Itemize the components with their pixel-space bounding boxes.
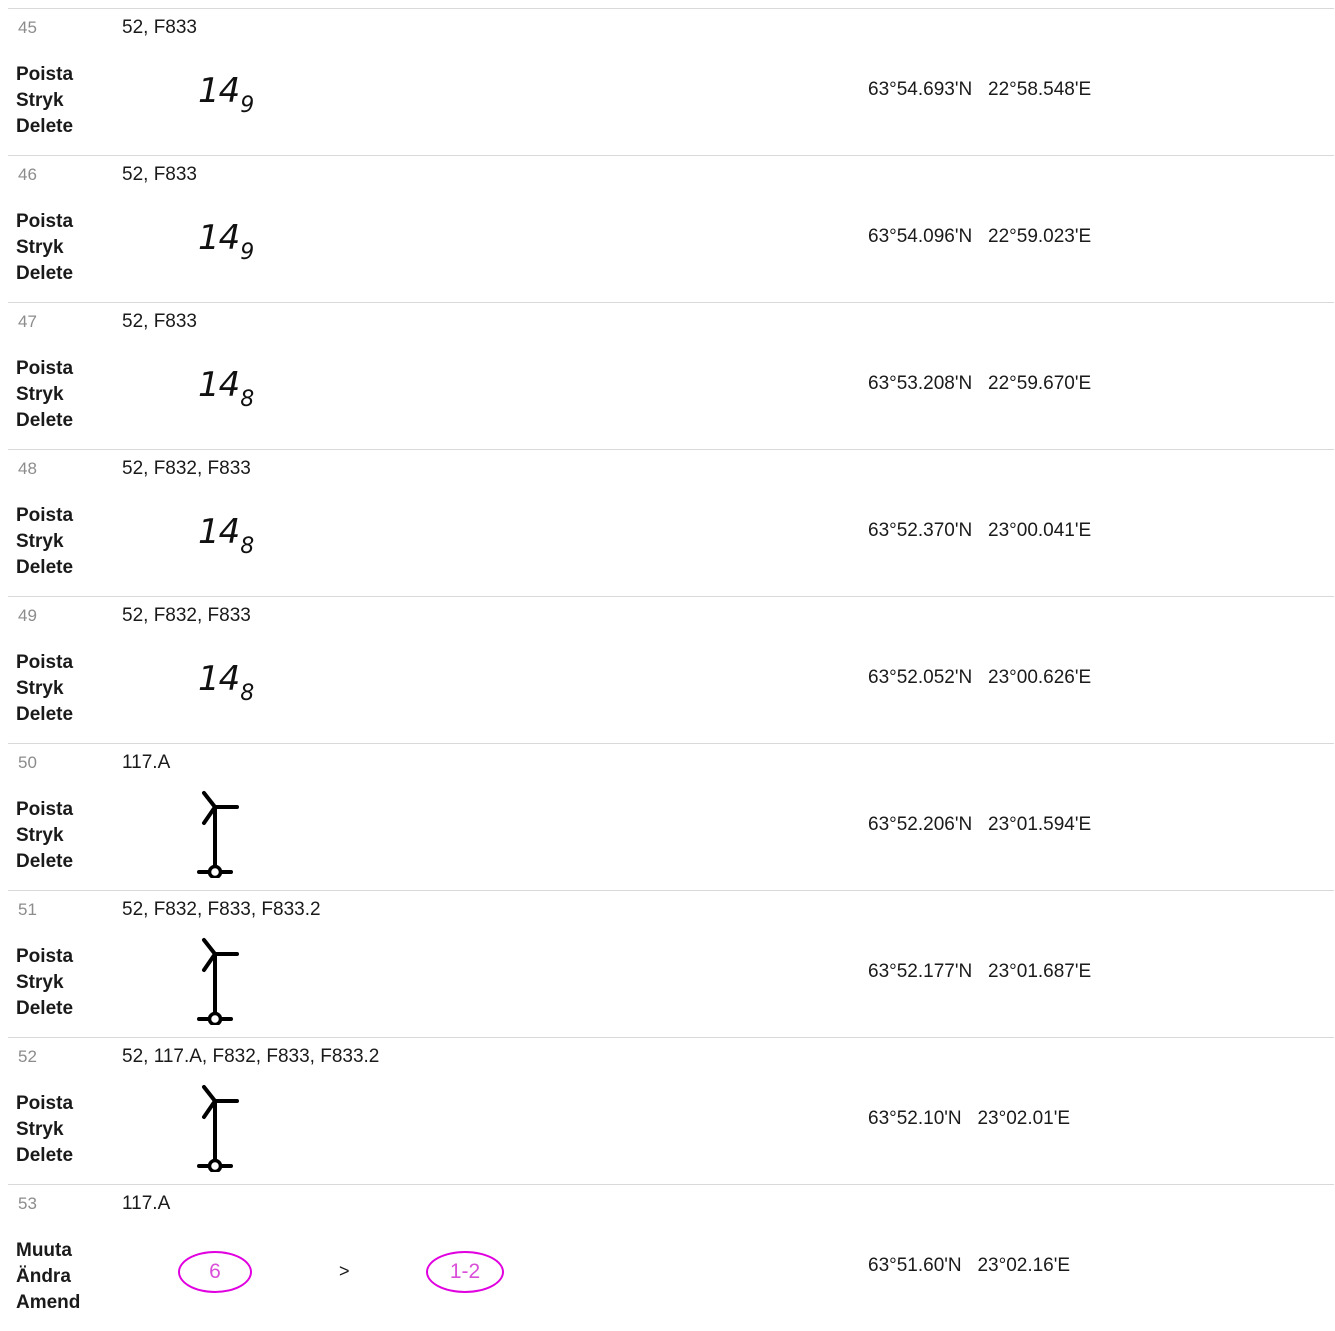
item-number: 48: [18, 459, 37, 478]
list-item: [8, 1185, 1334, 1331]
action-en: Delete: [16, 704, 74, 725]
coordinates: 63°52.206'N 23°01.594'E: [868, 814, 1092, 835]
depth-main: 14: [198, 71, 240, 111]
coordinates: 63°52.052'N 23°00.626'E: [868, 667, 1092, 688]
chart-references: 117.A: [122, 1193, 171, 1214]
chart-references: 117.A: [122, 752, 171, 773]
depth-main: 14: [198, 659, 240, 699]
depth-decimal: 8: [240, 534, 254, 559]
depth-main: 14: [198, 512, 240, 552]
action-en: Delete: [16, 998, 74, 1019]
action-fi: Poista: [16, 652, 74, 673]
action-label: [16, 944, 73, 1022]
wind-turbine-icon: [193, 788, 253, 878]
action-sv: Stryk: [16, 825, 64, 846]
action-label: [16, 62, 73, 140]
action-label: [16, 797, 73, 875]
list-item: [8, 450, 1334, 597]
wind-turbine-icon: [193, 1082, 253, 1172]
item-number: 52: [18, 1047, 37, 1066]
chart-references: 52, F832, F833, F833.2: [122, 899, 321, 920]
action-en: Delete: [16, 1145, 74, 1166]
coordinates: 63°54.096'N 22°59.023'E: [868, 226, 1092, 247]
action-sv: Stryk: [16, 90, 64, 111]
list-item: [8, 1038, 1334, 1185]
wind-turbine-icon: [193, 935, 253, 1025]
action-en: Amend: [16, 1292, 81, 1313]
action-en: Delete: [16, 410, 74, 431]
action-label: [16, 209, 73, 287]
action-label: [16, 650, 73, 728]
depth-sounding: [198, 218, 253, 265]
item-number: 50: [18, 753, 37, 772]
action-sv: Stryk: [16, 384, 64, 405]
item-number: 45: [18, 18, 37, 37]
list-item: [8, 891, 1334, 1038]
action-en: Delete: [16, 851, 74, 872]
amend-symbol: [176, 1251, 696, 1295]
action-fi: Poista: [16, 946, 74, 967]
action-sv: Stryk: [16, 972, 64, 993]
action-fi: Poista: [16, 799, 74, 820]
coordinates: 63°53.208'N 22°59.670'E: [868, 373, 1092, 394]
depth-decimal: 9: [240, 240, 254, 265]
item-number: 51: [18, 900, 37, 919]
list-item: [8, 156, 1334, 303]
action-en: Delete: [16, 557, 74, 578]
action-label: [16, 1091, 73, 1169]
coordinates: 63°51.60'N 23°02.16'E: [868, 1255, 1071, 1276]
action-fi: Poista: [16, 358, 74, 379]
coordinates: 63°52.10'N 23°02.01'E: [868, 1108, 1071, 1129]
action-en: Delete: [16, 263, 74, 284]
new-value-oval: 1-2: [426, 1251, 504, 1293]
action-fi: Poista: [16, 211, 74, 232]
chart-references: 52, F833: [122, 17, 197, 38]
depth-main: 14: [198, 218, 240, 258]
depth-sounding: [198, 659, 253, 706]
depth-decimal: 8: [240, 387, 254, 412]
chart-references: 52, F832, F833: [122, 458, 251, 479]
action-fi: Poista: [16, 1093, 74, 1114]
item-number: 47: [18, 312, 37, 331]
chart-references: 52, F833: [122, 164, 197, 185]
depth-sounding: [198, 71, 253, 118]
coordinates: 63°54.693'N 22°58.548'E: [868, 79, 1092, 100]
action-label: [16, 1238, 80, 1316]
action-sv: Stryk: [16, 678, 64, 699]
action-label: [16, 503, 73, 581]
depth-sounding: [198, 512, 253, 559]
change-arrow: >: [339, 1261, 350, 1281]
chart-references: 52, 117.A, F832, F833, F833.2: [122, 1046, 380, 1067]
chart-references: 52, F832, F833: [122, 605, 251, 626]
action-fi: Poista: [16, 505, 74, 526]
action-en: Delete: [16, 116, 74, 137]
action-sv: Stryk: [16, 1119, 64, 1140]
chart-references: 52, F833: [122, 311, 197, 332]
coordinates: 63°52.177'N 23°01.687'E: [868, 961, 1092, 982]
list-item: [8, 303, 1334, 450]
action-sv: Stryk: [16, 237, 64, 258]
item-number: 53: [18, 1194, 37, 1213]
coordinates: 63°52.370'N 23°00.041'E: [868, 520, 1092, 541]
notice-list: [8, 8, 1334, 1331]
list-item: [8, 744, 1334, 891]
depth-decimal: 9: [240, 93, 254, 118]
list-item: [8, 9, 1334, 156]
action-fi: Muuta: [16, 1240, 72, 1261]
depth-sounding: [198, 365, 253, 412]
depth-decimal: 8: [240, 681, 254, 706]
depth-main: 14: [198, 365, 240, 405]
item-number: 49: [18, 606, 37, 625]
list-item: [8, 597, 1334, 744]
item-number: 46: [18, 165, 37, 184]
action-label: [16, 356, 73, 434]
action-sv: Ändra: [16, 1266, 71, 1287]
action-sv: Stryk: [16, 531, 64, 552]
action-fi: Poista: [16, 64, 74, 85]
old-value-oval: 6: [178, 1251, 252, 1293]
